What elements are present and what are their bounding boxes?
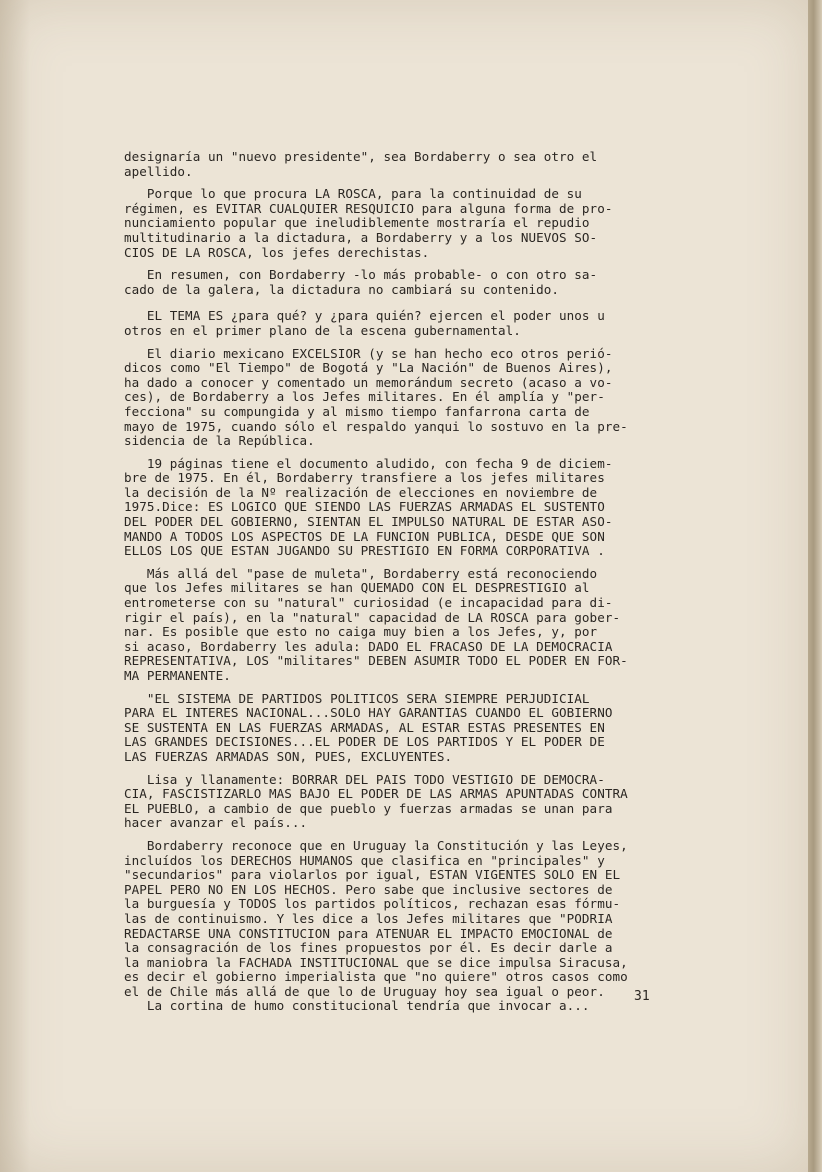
text-line: la decisión de la Nº realización de elecciones en noviembre de	[124, 484, 598, 500]
text-line: CIOS DE LA ROSCA, los jefes derechistas.	[124, 244, 430, 260]
text-line: designaría un "nuevo presidente", sea Bordaberry o sea otro el	[124, 149, 598, 164]
text-line: El diario mexicano EXCELSIOR (y se han hecho eco otros perió-	[124, 345, 613, 361]
paragraph	[124, 187, 724, 260]
text-line: dicos como "El Tiempo" de Bogotá y "La Nación" de Buenos Aires),	[124, 360, 613, 376]
text-line: MA PERMANENTE.	[124, 668, 231, 683]
page-number: 31	[634, 989, 650, 1004]
paragraph	[124, 692, 724, 765]
text-line: entrometerse con su "natural" curiosidad (e incapacidad para di-	[124, 595, 613, 611]
text-line: Lisa y llanamente: BORRAR DEL PAIS TODO VESTIGIO DE DEMOCRA-	[124, 771, 605, 787]
text-line: PAPEL PERO NO EN LOS HECHOS. Pero sabe que inclusive sectores de	[124, 881, 613, 897]
text-line: DEL PODER DEL GOBIERNO, SIENTAN EL IMPULSO NATURAL DE ESTAR ASO-	[124, 514, 613, 530]
text-line: sidencia de la República.	[124, 433, 315, 449]
text-line: nunciamiento popular que ineludiblemente mostraría el repudio	[124, 215, 590, 231]
text-line: En resumen, con Bordaberry -lo más probable- o con otro sa-	[124, 267, 598, 283]
text-line: el de Chile más allá de que lo de Uruguay hoy sea igual o peor.	[124, 983, 605, 999]
text-line: rigir el país), en la "natural" capacidad de LA ROSCA para gober-	[124, 609, 621, 625]
text-line: la burguesía y TODOS los partidos políticos, rechazan esas fórmu-	[124, 896, 621, 912]
page-edge	[808, 0, 822, 1172]
text-line: las de continuismo. Y les dice a los Jefes militares que "PODRIA	[124, 910, 613, 926]
text-line: LAS FUERZAS ARMADAS SON, PUES, EXCLUYENTES.	[124, 748, 453, 764]
text-line: bre de 1975. En él, Bordaberry transfiere a los jefes militares	[124, 470, 605, 486]
text-line: La cortina de humo constitucional tendría que invocar a...	[124, 998, 590, 1014]
text-line: CIA, FASCISTIZARLO MAS BAJO EL PODER DE LAS ARMAS APUNTADAS CONTRA	[124, 786, 628, 802]
paragraph	[124, 567, 724, 684]
text-line: es decir el gobierno imperialista que "no quiere" otros casos como	[124, 969, 628, 985]
paragraph	[124, 268, 724, 297]
text-line: PARA EL INTERES NACIONAL...SOLO HAY GARANTIAS CUANDO EL GOBIERNO	[124, 705, 613, 721]
text-line: EL PUEBLO, a cambio de que pueblo y fuerzas armadas se unan para	[124, 800, 613, 816]
paragraph	[124, 457, 724, 559]
text-line: mayo de 1975, cuando sólo el respaldo yanqui lo sostuvo en la pre-	[124, 418, 628, 434]
text-line: la consagración de los fines propuestos por él. Es decir darle a	[124, 940, 613, 956]
paragraph	[124, 150, 724, 179]
typewritten-text	[124, 150, 724, 1014]
text-line: ha dado a conocer y comentado un memorándum secreto (acaso a vo-	[124, 374, 613, 390]
text-line: Porque lo que procura LA ROSCA, para la continuidad de su	[124, 186, 582, 202]
text-line: la maniobra la FACHADA INSTITUCIONAL que se dice impulsa Siracusa,	[124, 954, 628, 970]
text-line: 1975.Dice: ES LOGICO QUE SIENDO LAS FUERZAS ARMADAS EL SUSTENTO	[124, 499, 605, 515]
text-line: fecciona" su compungida y al mismo tiempo fanfarrona carta de	[124, 403, 590, 419]
text-line: ces), de Bordaberry a los Jefes militares. En él amplía y "per-	[124, 389, 605, 405]
text-line: Más allá del "pase de muleta", Bordaberry está reconociendo	[124, 565, 598, 581]
text-line: ELLOS LOS QUE ESTAN JUGANDO SU PRESTIGIO EN FORMA CORPORATIVA .	[124, 543, 605, 559]
text-line: "EL SISTEMA DE PARTIDOS POLITICOS SERA SIEMPRE PERJUDICIAL	[124, 690, 590, 706]
paragraph	[124, 839, 724, 1014]
text-line: incluídos los DERECHOS HUMANOS que clasifica en "principales" y	[124, 852, 605, 868]
text-line: si acaso, Bordaberry les adula: DADO EL FRACASO DE LA DEMOCRACIA	[124, 638, 613, 654]
text-line: SE SUSTENTA EN LAS FUERZAS ARMADAS, AL ESTAR ESTAS PRESENTES EN	[124, 719, 605, 735]
text-line: otros en el primer plano de la escena gubernamental.	[124, 322, 521, 338]
text-line: 19 páginas tiene el documento aludido, con fecha 9 de diciem-	[124, 455, 613, 471]
text-line: Bordaberry reconoce que en Uruguay la Constitución y las Leyes,	[124, 837, 628, 853]
text-line: "secundarios" para violarlos por igual, ESTAN VIGENTES SOLO EN EL	[124, 867, 621, 883]
text-line: régimen, es EVITAR CUALQUIER RESQUICIO para alguna forma de pro-	[124, 200, 613, 216]
paragraph	[124, 773, 724, 831]
text-line: multitudinario a la dictadura, a Bordaberry y a los NUEVOS SO-	[124, 229, 598, 245]
text-line: REPRESENTATIVA, LOS "militares" DEBEN ASUMIR TODO EL PODER EN FOR-	[124, 653, 628, 669]
text-line: MANDO A TODOS LOS ASPECTOS DE LA FUNCION PUBLICA, DESDE QUE SON	[124, 528, 605, 544]
text-line: apellido.	[124, 163, 193, 179]
text-line: EL TEMA ES ¿para qué? y ¿para quién? ejercen el poder unos u	[124, 308, 605, 324]
text-line: REDACTARSE UNA CONSTITUCION para ATENUAR EL IMPACTO EMOCIONAL de	[124, 925, 613, 941]
binding-shadow	[0, 0, 30, 1172]
paragraph	[124, 347, 724, 449]
text-line: que los Jefes militares se han QUEMADO CON EL DESPRESTIGIO al	[124, 580, 590, 596]
text-line: LAS GRANDES DECISIONES...EL PODER DE LOS PARTIDOS Y EL PODER DE	[124, 734, 605, 750]
text-line: hacer avanzar el país...	[124, 815, 308, 831]
text-line: nar. Es posible que esto no caiga muy bien a los Jefes, y, por	[124, 624, 598, 640]
text-line: cado de la galera, la dictadura no cambiará su contenido.	[124, 281, 560, 297]
paragraph	[124, 309, 724, 338]
